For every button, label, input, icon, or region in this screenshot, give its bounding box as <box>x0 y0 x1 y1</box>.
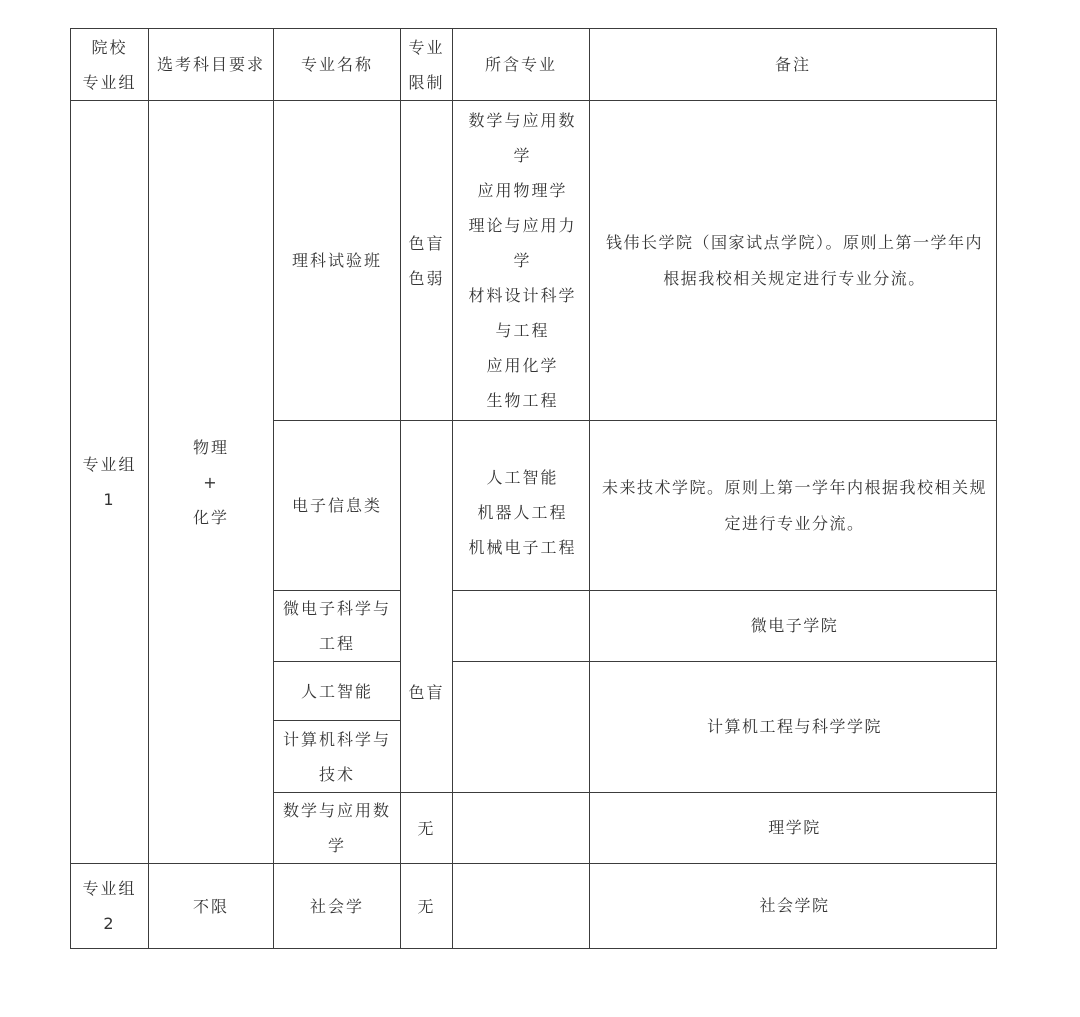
included-major-line: 机械电子工程 <box>468 538 577 557</box>
major-name-line-2: 技术 <box>318 764 355 784</box>
admission-table <box>70 28 997 949</box>
header-restriction-line-1: 专业 <box>408 37 445 57</box>
header-subjects: 选考科目要求 <box>156 55 265 74</box>
included-major-line: 应用化学 <box>486 356 559 375</box>
remark-cell <box>590 662 997 793</box>
included-majors-cell <box>453 421 590 591</box>
admission-table-sheet <box>70 28 996 949</box>
header-group-line-1: 院校 <box>91 37 128 57</box>
remark-cell <box>590 421 997 591</box>
restriction-line-1: 色盲 <box>408 683 445 702</box>
major-name-cell <box>274 662 401 721</box>
major-name-cell <box>274 793 401 864</box>
included-major-line: 学 <box>513 146 532 165</box>
header-restriction-line-2: 限制 <box>408 72 445 92</box>
major-name-line-1: 微电子科学与 <box>282 599 391 618</box>
subjects-cell <box>149 864 274 949</box>
major-name-line: 人工智能 <box>300 681 373 701</box>
major-name-line: 电子信息类 <box>291 496 382 515</box>
header-major-name-cell <box>274 29 401 101</box>
group-label-line-1: 专业组 <box>82 455 137 474</box>
group-label-cell <box>71 864 149 949</box>
subject-line-1: 不限 <box>192 896 229 916</box>
major-name-line: 社会学 <box>309 896 364 916</box>
included-major-line: 学 <box>513 251 532 270</box>
remark-text: 理学院 <box>768 818 821 837</box>
included-majors-cell-empty <box>453 662 590 793</box>
header-major-name: 专业名称 <box>300 55 373 74</box>
header-group-cell <box>71 29 149 101</box>
major-name-cell <box>274 591 401 662</box>
group-label-cell <box>71 101 149 864</box>
major-name-line: 理科试验班 <box>291 251 382 270</box>
group-label-line-1: 专业组 <box>82 879 137 898</box>
table-row <box>71 101 997 421</box>
header-remarks-cell <box>590 29 997 101</box>
included-majors-cell-empty <box>453 793 590 864</box>
subjects-cell <box>149 101 274 864</box>
major-name-line-1: 数学与应用数 <box>282 801 391 820</box>
subject-line-3: 化学 <box>192 507 229 527</box>
header-subjects-cell <box>149 29 274 101</box>
restriction-line-1: 无 <box>417 818 436 838</box>
remark-text: 微电子学院 <box>750 616 839 635</box>
remark-cell <box>590 101 997 421</box>
included-major-line: 与工程 <box>495 321 550 340</box>
included-major-line: 材料设计科学 <box>468 286 577 305</box>
major-name-line-1: 计算机科学与 <box>282 729 391 749</box>
included-major-line: 生物工程 <box>486 391 559 410</box>
remark-text: 钱伟长学院（国家试点学院）。原则上第一学年内根据我校相关规定进行专业分流。 <box>605 232 983 288</box>
remark-cell <box>590 864 997 949</box>
header-included-majors-cell <box>453 29 590 101</box>
table-row <box>71 864 997 949</box>
major-name-cell <box>274 721 401 793</box>
remark-text: 计算机工程与科学学院 <box>706 717 882 736</box>
major-name-line-2: 学 <box>327 836 346 855</box>
included-major-line: 理论与应用力 <box>468 216 577 235</box>
remark-cell <box>590 591 997 662</box>
major-name-cell <box>274 864 401 949</box>
header-restriction-cell <box>401 29 453 101</box>
remark-text: 未来技术学院。原则上第一学年内根据我校相关规定进行专业分流。 <box>601 477 987 533</box>
header-included-majors: 所含专业 <box>484 55 557 74</box>
included-major-line: 机器人工程 <box>477 503 568 522</box>
restriction-cell <box>401 421 453 793</box>
major-name-cell <box>274 421 401 591</box>
restriction-cell <box>401 101 453 421</box>
restriction-line-1: 无 <box>417 896 436 916</box>
group-label-line-2: 1 <box>103 490 116 509</box>
group-label-line-2: 2 <box>103 914 116 933</box>
restriction-line-1: 色盲 <box>408 233 445 253</box>
remark-cell <box>590 793 997 864</box>
header-group-line-2: 专业组 <box>82 72 137 92</box>
restriction-cell <box>401 864 453 949</box>
included-major-line: 人工智能 <box>486 468 559 487</box>
subject-line-2: + <box>203 472 219 492</box>
major-name-cell <box>274 101 401 421</box>
included-major-line: 应用物理学 <box>477 181 568 200</box>
included-majors-cell <box>453 101 590 421</box>
header-remarks: 备注 <box>774 55 811 74</box>
major-name-line-2: 工程 <box>318 634 355 653</box>
restriction-cell <box>401 793 453 864</box>
table-header-row <box>71 29 997 101</box>
subject-line-1: 物理 <box>192 437 229 457</box>
included-majors-cell-empty <box>453 864 590 949</box>
remark-text: 社会学院 <box>759 896 830 915</box>
included-major-line: 数学与应用数 <box>468 111 577 130</box>
restriction-line-2: 色弱 <box>408 268 445 288</box>
included-majors-cell-empty <box>453 591 590 662</box>
